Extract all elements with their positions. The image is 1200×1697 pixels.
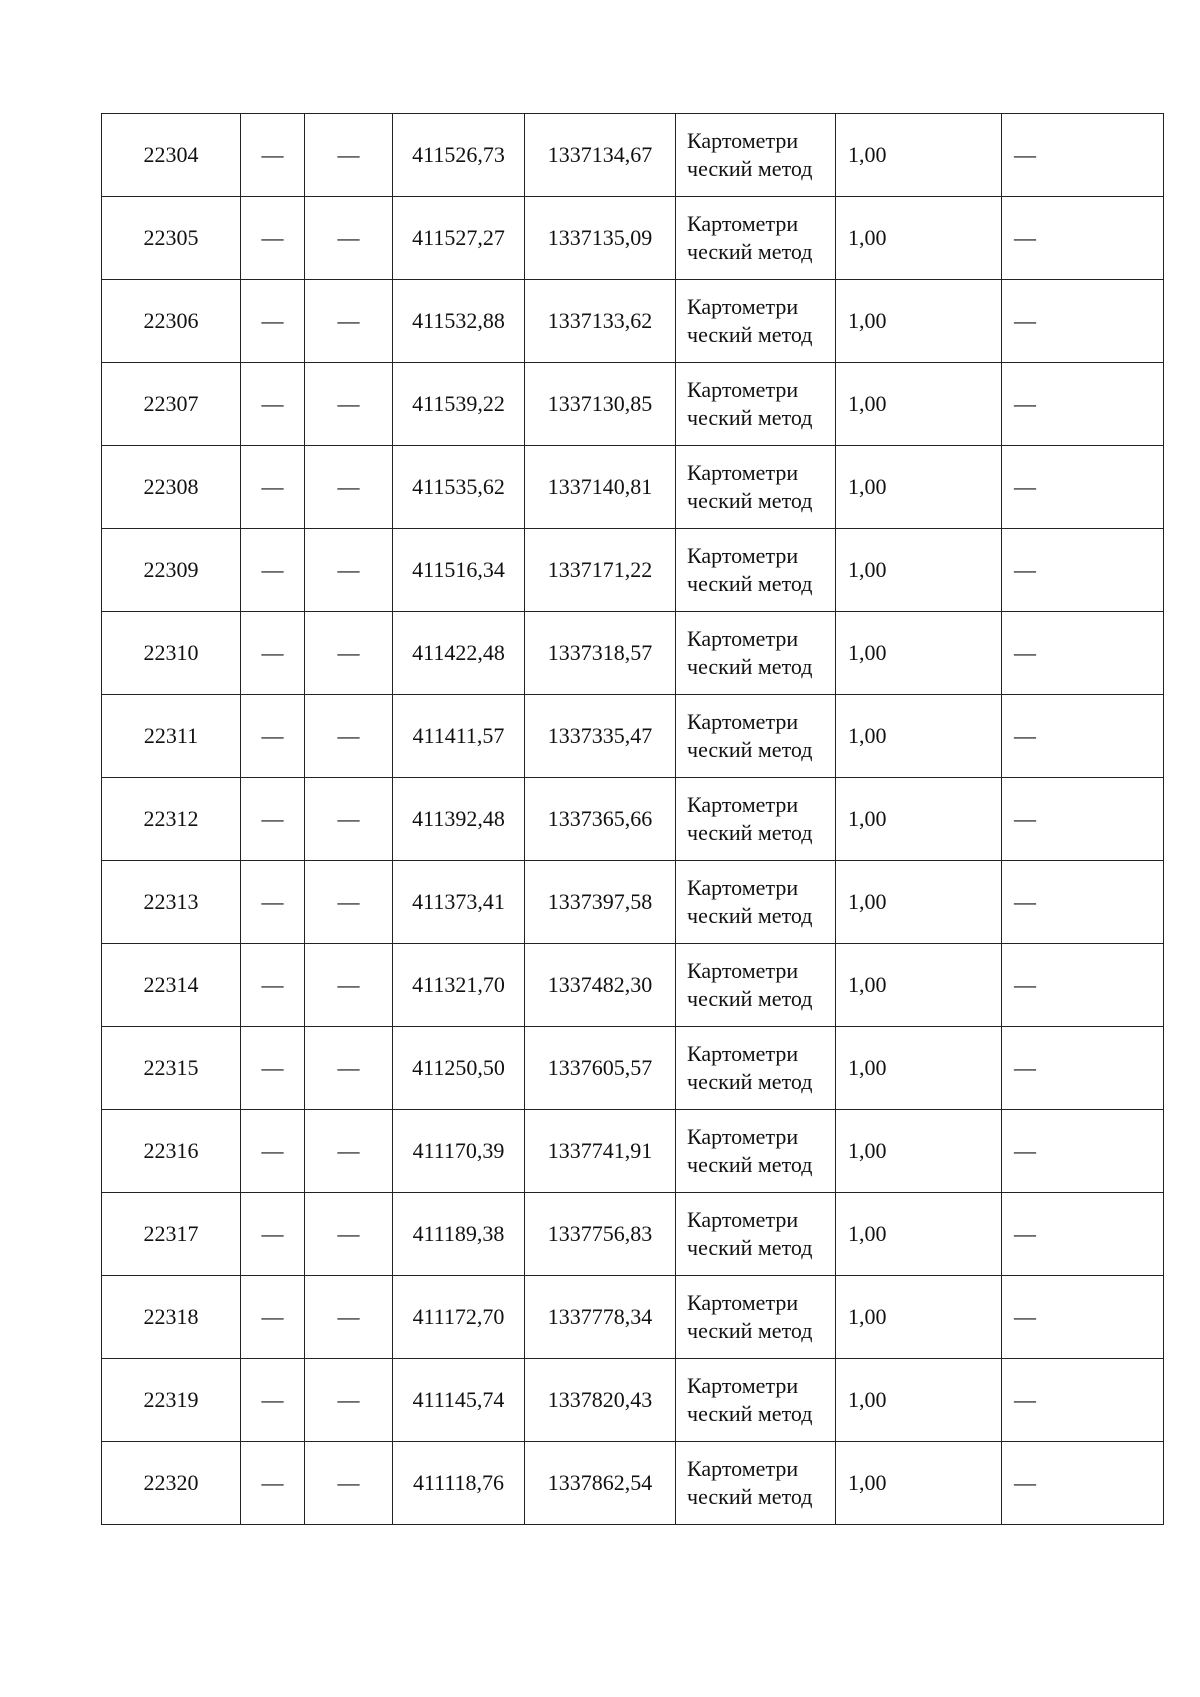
method-cell: Картометри ческий метод: [676, 944, 836, 1027]
x-coordinate-cell: 411392,48: [393, 778, 525, 861]
method-cell: Картометри ческий метод: [676, 1193, 836, 1276]
accuracy-cell: 1,00: [836, 861, 1002, 944]
point-number-cell: 22313: [102, 861, 241, 944]
table-row: [102, 1276, 1164, 1359]
empty-dash-cell: —: [1002, 197, 1164, 280]
empty-dash-cell: —: [305, 612, 393, 695]
accuracy-cell: 1,00: [836, 197, 1002, 280]
x-coordinate-cell: 411172,70: [393, 1276, 525, 1359]
y-coordinate-cell: 1337130,85: [525, 363, 676, 446]
y-coordinate-cell: 1337482,30: [525, 944, 676, 1027]
method-cell: Картометри ческий метод: [676, 1442, 836, 1525]
y-coordinate-cell: 1337605,57: [525, 1027, 676, 1110]
table-row: [102, 861, 1164, 944]
empty-dash-cell: —: [305, 1442, 393, 1525]
x-coordinate-cell: 411250,50: [393, 1027, 525, 1110]
point-number-cell: 22307: [102, 363, 241, 446]
method-cell: Картометри ческий метод: [676, 363, 836, 446]
table-row: [102, 695, 1164, 778]
x-coordinate-cell: 411321,70: [393, 944, 525, 1027]
x-coordinate-cell: 411422,48: [393, 612, 525, 695]
empty-dash-cell: —: [1002, 363, 1164, 446]
empty-dash-cell: —: [305, 197, 393, 280]
empty-dash-cell: —: [1002, 612, 1164, 695]
point-number-cell: 22317: [102, 1193, 241, 1276]
empty-dash-cell: —: [305, 778, 393, 861]
accuracy-cell: 1,00: [836, 612, 1002, 695]
empty-dash-cell: —: [1002, 1359, 1164, 1442]
empty-dash-cell: —: [1002, 695, 1164, 778]
y-coordinate-cell: 1337397,58: [525, 861, 676, 944]
accuracy-cell: 1,00: [836, 778, 1002, 861]
accuracy-cell: 1,00: [836, 1110, 1002, 1193]
method-cell: Картометри ческий метод: [676, 529, 836, 612]
point-number-cell: 22310: [102, 612, 241, 695]
x-coordinate-cell: 411373,41: [393, 861, 525, 944]
y-coordinate-cell: 1337778,34: [525, 1276, 676, 1359]
table-row: [102, 114, 1164, 197]
accuracy-cell: 1,00: [836, 1442, 1002, 1525]
empty-dash-cell: —: [1002, 1027, 1164, 1110]
empty-dash-cell: —: [305, 944, 393, 1027]
empty-dash-cell: —: [241, 861, 305, 944]
method-cell: Картометри ческий метод: [676, 446, 836, 529]
x-coordinate-cell: 411170,39: [393, 1110, 525, 1193]
accuracy-cell: 1,00: [836, 280, 1002, 363]
empty-dash-cell: —: [305, 1110, 393, 1193]
x-coordinate-cell: 411532,88: [393, 280, 525, 363]
point-number-cell: 22314: [102, 944, 241, 1027]
empty-dash-cell: —: [305, 446, 393, 529]
empty-dash-cell: —: [241, 1359, 305, 1442]
x-coordinate-cell: 411539,22: [393, 363, 525, 446]
accuracy-cell: 1,00: [836, 1276, 1002, 1359]
y-coordinate-cell: 1337741,91: [525, 1110, 676, 1193]
method-cell: Картометри ческий метод: [676, 778, 836, 861]
table-row: [102, 1110, 1164, 1193]
empty-dash-cell: —: [241, 529, 305, 612]
table-row: [102, 529, 1164, 612]
table-row: [102, 1193, 1164, 1276]
empty-dash-cell: —: [305, 114, 393, 197]
point-number-cell: 22319: [102, 1359, 241, 1442]
point-number-cell: 22316: [102, 1110, 241, 1193]
accuracy-cell: 1,00: [836, 1193, 1002, 1276]
accuracy-cell: 1,00: [836, 529, 1002, 612]
empty-dash-cell: —: [241, 1027, 305, 1110]
point-number-cell: 22311: [102, 695, 241, 778]
accuracy-cell: 1,00: [836, 1027, 1002, 1110]
empty-dash-cell: —: [305, 695, 393, 778]
empty-dash-cell: —: [1002, 446, 1164, 529]
empty-dash-cell: —: [305, 861, 393, 944]
point-number-cell: 22304: [102, 114, 241, 197]
method-cell: Картометри ческий метод: [676, 612, 836, 695]
x-coordinate-cell: 411411,57: [393, 695, 525, 778]
point-number-cell: 22315: [102, 1027, 241, 1110]
y-coordinate-cell: 1337134,67: [525, 114, 676, 197]
coordinates-table: [101, 113, 1164, 1525]
point-number-cell: 22308: [102, 446, 241, 529]
table-row: [102, 1027, 1164, 1110]
point-number-cell: 22318: [102, 1276, 241, 1359]
empty-dash-cell: —: [1002, 861, 1164, 944]
method-cell: Картометри ческий метод: [676, 695, 836, 778]
empty-dash-cell: —: [1002, 529, 1164, 612]
point-number-cell: 22305: [102, 197, 241, 280]
y-coordinate-cell: 1337820,43: [525, 1359, 676, 1442]
x-coordinate-cell: 411535,62: [393, 446, 525, 529]
y-coordinate-cell: 1337140,81: [525, 446, 676, 529]
empty-dash-cell: —: [305, 1193, 393, 1276]
table-row: [102, 280, 1164, 363]
y-coordinate-cell: 1337365,66: [525, 778, 676, 861]
x-coordinate-cell: 411145,74: [393, 1359, 525, 1442]
y-coordinate-cell: 1337862,54: [525, 1442, 676, 1525]
empty-dash-cell: —: [305, 1359, 393, 1442]
method-cell: Картометри ческий метод: [676, 1276, 836, 1359]
accuracy-cell: 1,00: [836, 944, 1002, 1027]
y-coordinate-cell: 1337171,22: [525, 529, 676, 612]
empty-dash-cell: —: [1002, 1193, 1164, 1276]
empty-dash-cell: —: [241, 612, 305, 695]
empty-dash-cell: —: [241, 778, 305, 861]
table-row: [102, 197, 1164, 280]
empty-dash-cell: —: [1002, 114, 1164, 197]
y-coordinate-cell: 1337133,62: [525, 280, 676, 363]
y-coordinate-cell: 1337756,83: [525, 1193, 676, 1276]
empty-dash-cell: —: [305, 1276, 393, 1359]
x-coordinate-cell: 411527,27: [393, 197, 525, 280]
x-coordinate-cell: 411189,38: [393, 1193, 525, 1276]
empty-dash-cell: —: [241, 280, 305, 363]
table-row: [102, 446, 1164, 529]
empty-dash-cell: —: [241, 1276, 305, 1359]
table-row: [102, 1359, 1164, 1442]
x-coordinate-cell: 411526,73: [393, 114, 525, 197]
empty-dash-cell: —: [305, 529, 393, 612]
y-coordinate-cell: 1337135,09: [525, 197, 676, 280]
empty-dash-cell: —: [241, 363, 305, 446]
x-coordinate-cell: 411516,34: [393, 529, 525, 612]
y-coordinate-cell: 1337318,57: [525, 612, 676, 695]
point-number-cell: 22309: [102, 529, 241, 612]
empty-dash-cell: —: [241, 1442, 305, 1525]
accuracy-cell: 1,00: [836, 1359, 1002, 1442]
table-row: [102, 944, 1164, 1027]
method-cell: Картометри ческий метод: [676, 1027, 836, 1110]
method-cell: Картометри ческий метод: [676, 197, 836, 280]
empty-dash-cell: —: [241, 1110, 305, 1193]
point-number-cell: 22306: [102, 280, 241, 363]
table-row: [102, 363, 1164, 446]
empty-dash-cell: —: [1002, 1110, 1164, 1193]
coordinates-table-body: [102, 114, 1164, 1525]
empty-dash-cell: —: [1002, 280, 1164, 363]
empty-dash-cell: —: [241, 944, 305, 1027]
point-number-cell: 22312: [102, 778, 241, 861]
empty-dash-cell: —: [241, 1193, 305, 1276]
method-cell: Картометри ческий метод: [676, 114, 836, 197]
method-cell: Картометри ческий метод: [676, 1110, 836, 1193]
table-row: [102, 612, 1164, 695]
x-coordinate-cell: 411118,76: [393, 1442, 525, 1525]
table-row: [102, 1442, 1164, 1525]
empty-dash-cell: —: [1002, 1442, 1164, 1525]
accuracy-cell: 1,00: [836, 114, 1002, 197]
accuracy-cell: 1,00: [836, 446, 1002, 529]
point-number-cell: 22320: [102, 1442, 241, 1525]
method-cell: Картометри ческий метод: [676, 861, 836, 944]
empty-dash-cell: —: [1002, 778, 1164, 861]
empty-dash-cell: —: [1002, 1276, 1164, 1359]
empty-dash-cell: —: [305, 1027, 393, 1110]
empty-dash-cell: —: [241, 197, 305, 280]
empty-dash-cell: —: [305, 280, 393, 363]
empty-dash-cell: —: [305, 363, 393, 446]
accuracy-cell: 1,00: [836, 695, 1002, 778]
empty-dash-cell: —: [241, 446, 305, 529]
empty-dash-cell: —: [241, 114, 305, 197]
table-row: [102, 778, 1164, 861]
empty-dash-cell: —: [1002, 944, 1164, 1027]
y-coordinate-cell: 1337335,47: [525, 695, 676, 778]
method-cell: Картометри ческий метод: [676, 280, 836, 363]
method-cell: Картометри ческий метод: [676, 1359, 836, 1442]
accuracy-cell: 1,00: [836, 363, 1002, 446]
empty-dash-cell: —: [241, 695, 305, 778]
